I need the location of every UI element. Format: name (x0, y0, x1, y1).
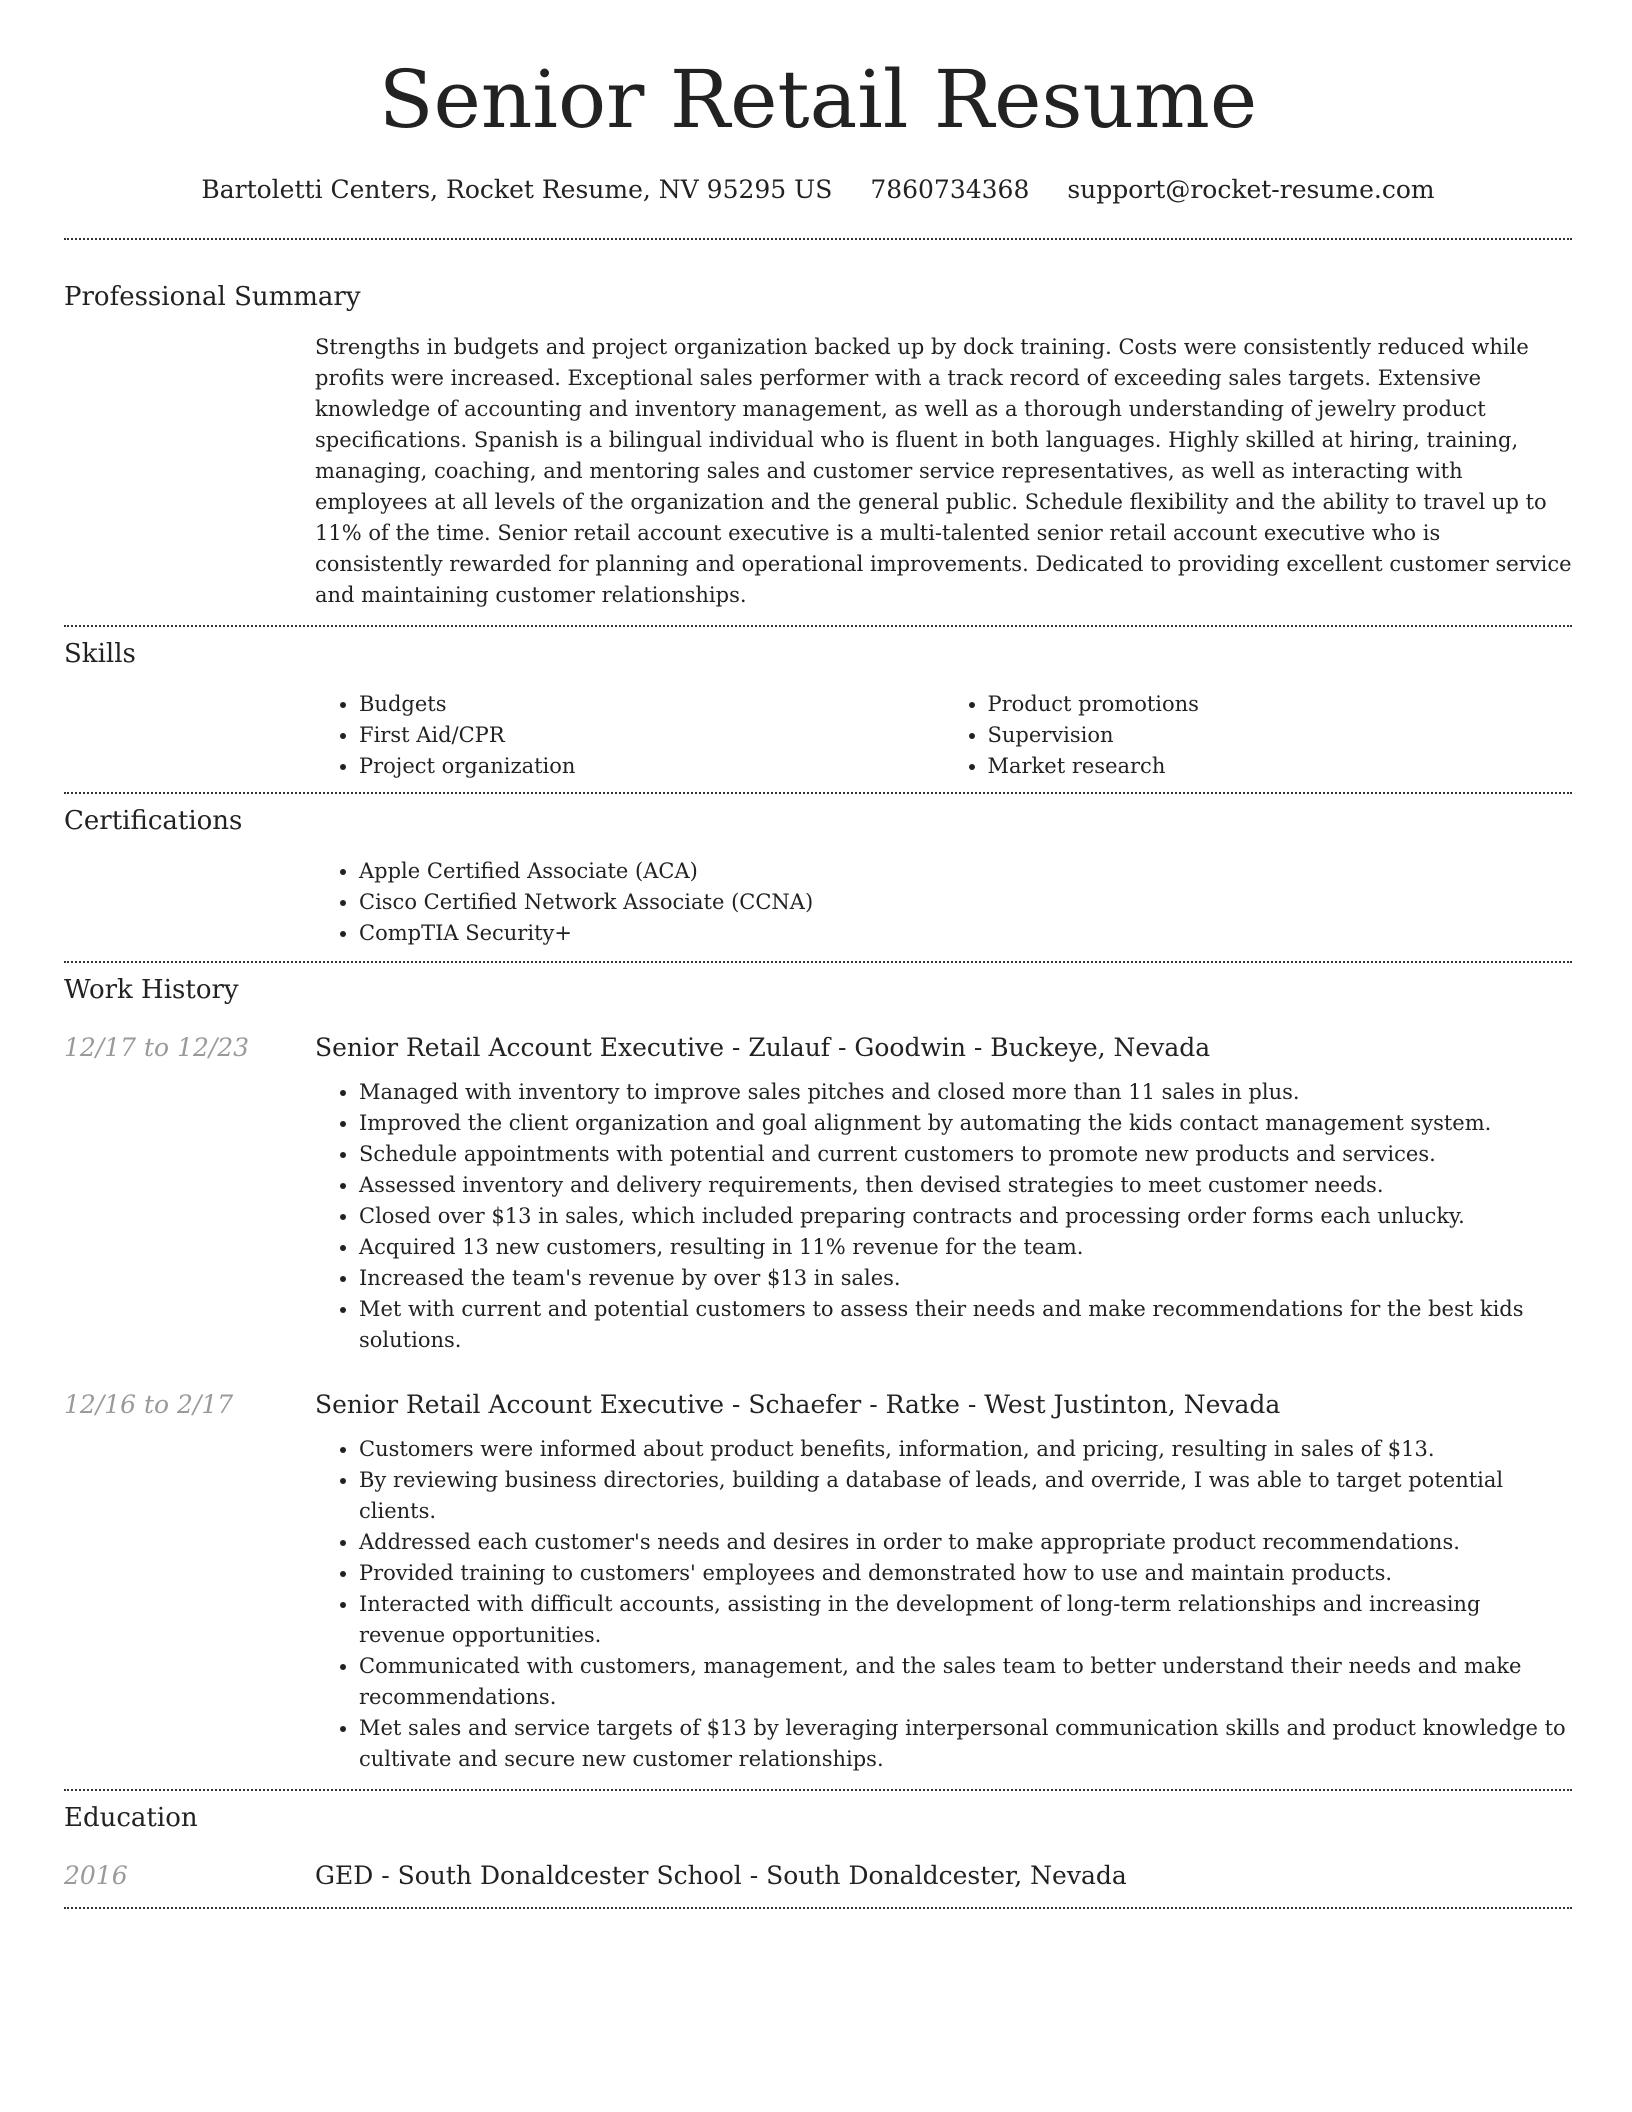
skill-item: • Budgets (359, 689, 944, 720)
section-title-summary: Professional Summary (64, 282, 361, 312)
resume-title: Senior Retail Resume (378, 53, 1258, 146)
skills-list-left (315, 689, 944, 782)
skill-item: • Project organization (359, 751, 944, 782)
job-bullet: • Assessed inventory and delivery requirements, then devised strategies to meet customer needs. (359, 1170, 1572, 1201)
skills-list-right (944, 689, 1573, 782)
email: support@rocket-resume.com (1067, 175, 1435, 204)
job-bullet: • Communicated with customers, management, and the sales team to better understand their needs and make recommendations. (359, 1651, 1572, 1713)
job-entry (64, 1388, 1572, 1775)
job-entry (64, 1031, 1572, 1356)
section-title-certifications: Certifications (64, 806, 243, 836)
work-history-section (64, 963, 1572, 1789)
job-date: 12/17 to 12/23 (64, 1033, 250, 1062)
job-bullet: • Addressed each customer's needs and desires in order to make appropriate product recommendations. (359, 1527, 1572, 1558)
certifications-section (64, 794, 1572, 961)
skills-section (64, 627, 1572, 792)
phone: 7860734368 (870, 175, 1030, 204)
skill-item: • Market research (988, 751, 1573, 782)
job-bullet: • Met with current and potential customers to assess their needs and make recommendations for the best kids solutions. (359, 1294, 1572, 1356)
job-bullet: • Provided training to customers' employees and demonstrated how to use and maintain products. (359, 1558, 1572, 1589)
section-title-education: Education (64, 1803, 198, 1833)
job-bullets (315, 1434, 1572, 1775)
certification-item: • Apple Certified Associate (ACA) (359, 856, 1572, 887)
summary-text: Strengths in budgets and project organization backed up by dock training. Costs were consistently reduced while profits were increased. Exceptional sales performer with a track record of exceeding sales targets. Extensive knowledge of accounting and inventory management, as well as a thorough understanding of jewelry product specifications. Spanish is a bilingual individual who is fluent in both languages. Highly skilled at hiring, training, managing, coaching, and mentoring sales and customer service representatives, as well as interacting with employees at all levels of the organization and the general public. Schedule flexibility and the ability to travel up to 11% of the time. Senior retail account executive is a multi-talented senior retail account executive who is consistently rewarded for planning and operational improvements. Dedicated to providing excellent customer service and maintaining customer relationships. (315, 335, 1572, 607)
job-bullet: • Interacted with difficult accounts, assisting in the development of long-term relationships and increasing revenue opportunities. (359, 1589, 1572, 1651)
job-bullet: • Schedule appointments with potential and current customers to promote new products and services. (359, 1139, 1572, 1170)
job-bullet: • Met sales and service targets of $13 by leveraging interpersonal communication skills and product knowledge to cultivate and secure new customer relationships. (359, 1713, 1572, 1775)
job-bullet: • Increased the team's revenue by over $13 in sales. (359, 1263, 1572, 1294)
resume-page (64, 0, 1572, 1909)
job-bullets (315, 1077, 1572, 1356)
job-title: Senior Retail Account Executive - Schaefer - Ratke - West Justinton, Nevada (315, 1390, 1281, 1419)
summary-section (64, 240, 1572, 625)
certifications-list (315, 856, 1572, 949)
job-bullet: • Improved the client organization and goal alignment by automating the kids contact management system. (359, 1108, 1572, 1139)
education-date: 2016 (64, 1861, 128, 1890)
divider (64, 1907, 1572, 1909)
education-title: GED - South Donaldcester School - South Donaldcester, Nevada (315, 1861, 1127, 1890)
job-bullet: • By reviewing business directories, building a database of leads, and override, I was able to target potential clients. (359, 1465, 1572, 1527)
job-title: Senior Retail Account Executive - Zulauf - Goodwin - Buckeye, Nevada (315, 1033, 1211, 1062)
contact-line (64, 174, 1572, 206)
job-bullet: • Managed with inventory to improve sales pitches and closed more than 11 sales in plus. (359, 1077, 1572, 1108)
job-date: 12/16 to 2/17 (64, 1390, 234, 1419)
certification-item: • CompTIA Security+ (359, 918, 1572, 949)
job-bullet: • Customers were informed about product benefits, information, and pricing, resulting in sales of $13. (359, 1434, 1572, 1465)
job-bullet: • Acquired 13 new customers, resulting in 11% revenue for the team. (359, 1232, 1572, 1263)
job-bullet: • Closed over $13 in sales, which included preparing contracts and processing order forms each unlucky. (359, 1201, 1572, 1232)
section-title-work-history: Work History (64, 975, 239, 1005)
skill-item: • First Aid/CPR (359, 720, 944, 751)
address: Bartoletti Centers, Rocket Resume, NV 95295 US (201, 175, 833, 204)
education-section (64, 1791, 1572, 1907)
section-title-skills: Skills (64, 639, 136, 669)
skill-item: • Supervision (988, 720, 1573, 751)
skill-item: • Product promotions (988, 689, 1573, 720)
certification-item: • Cisco Certified Network Associate (CCNA) (359, 887, 1572, 918)
